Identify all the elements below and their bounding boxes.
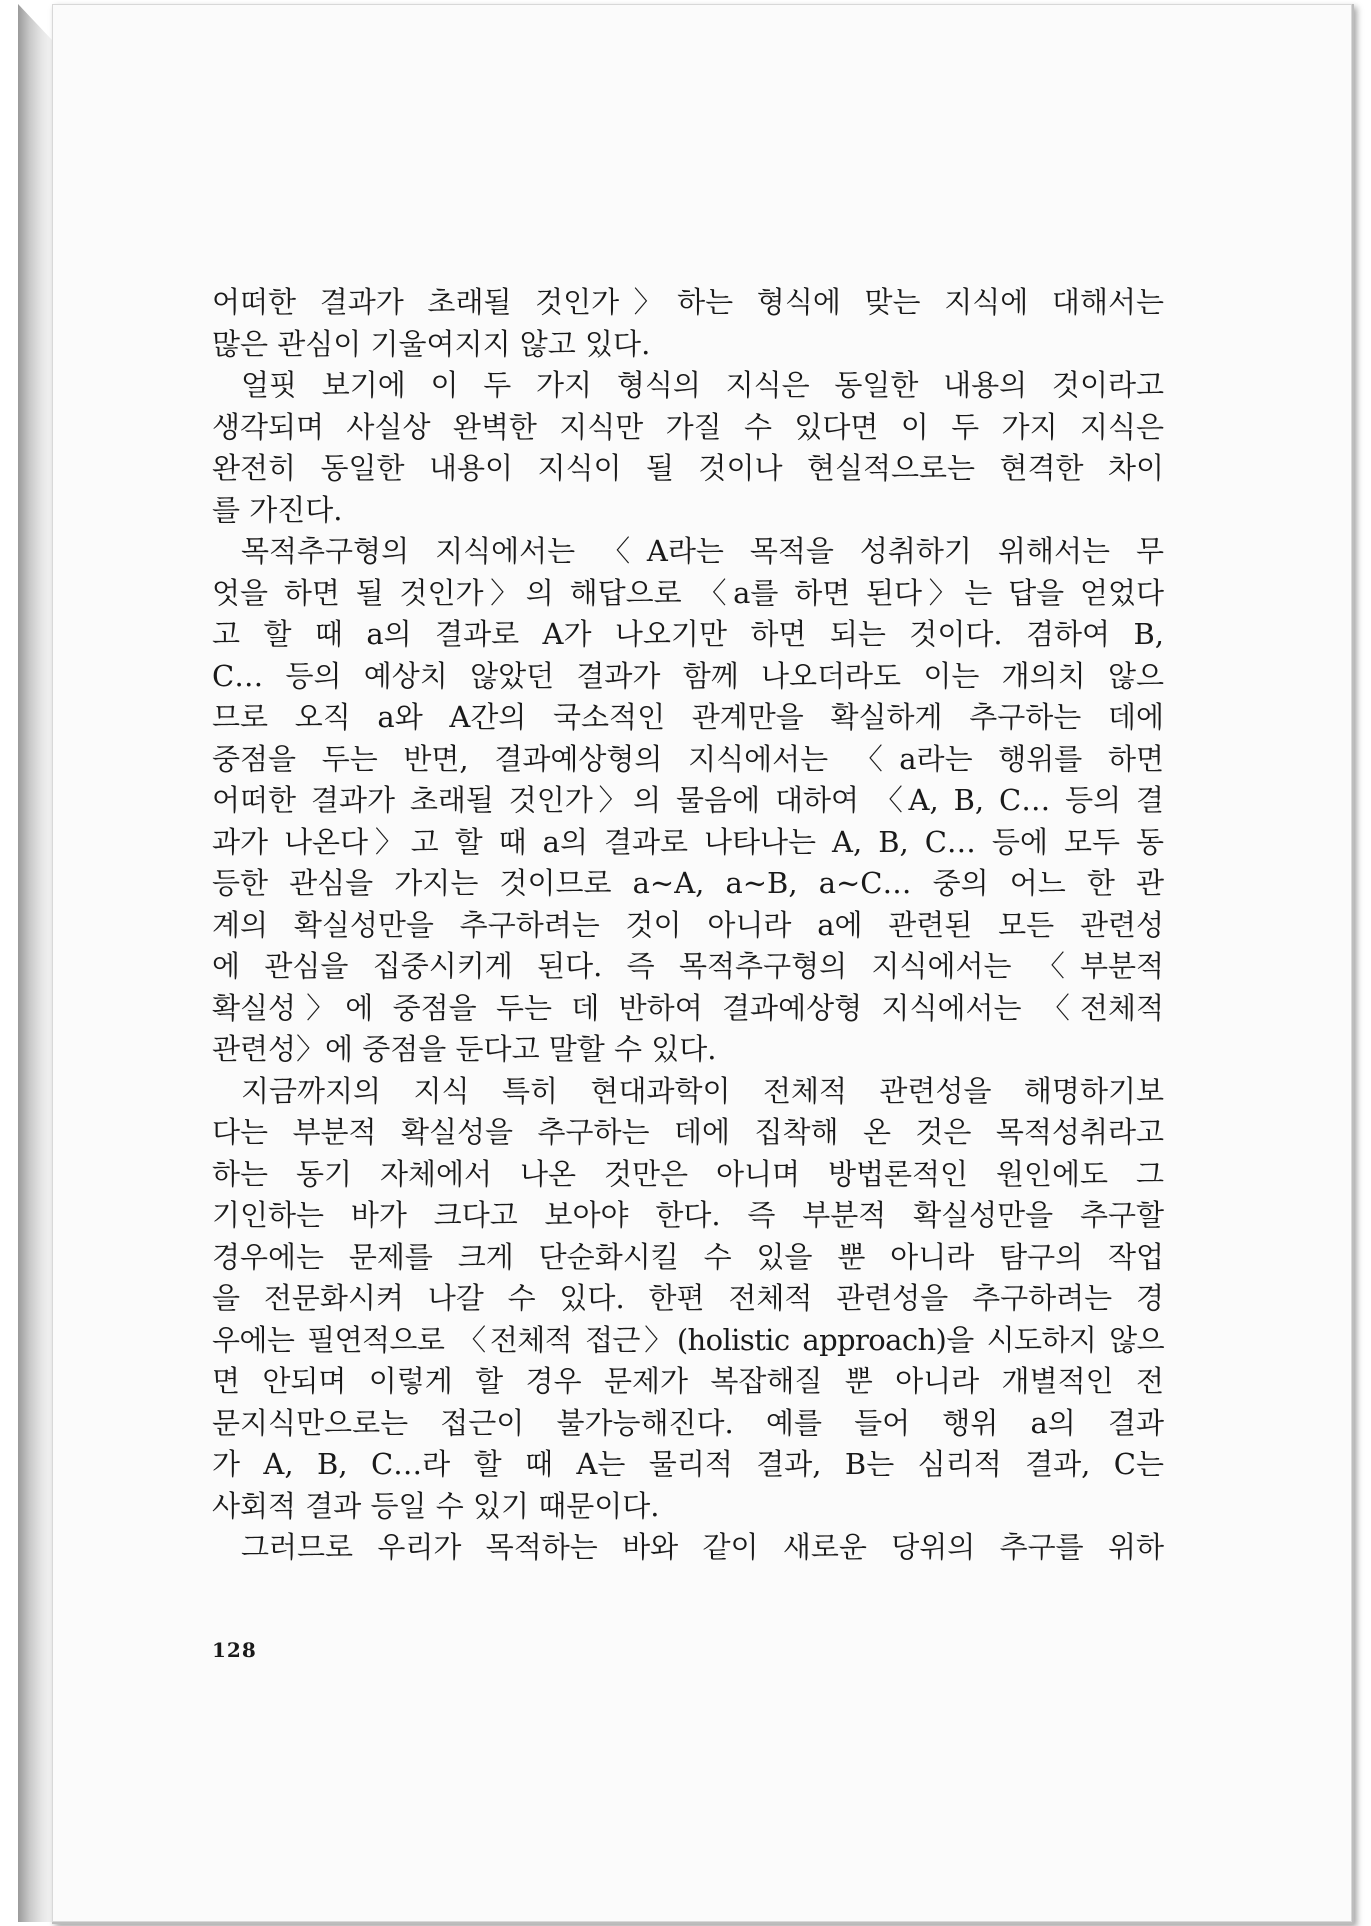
text-line: 어떠한 결과가 초래될 것인가〉의 물음에 대하여 〈A, B, C… 등의 결: [212, 783, 1164, 817]
text-line: 를 가진다.: [212, 492, 343, 527]
text-line: 많은 관심이 기울여지지 않고 있다.: [212, 326, 651, 361]
text-line: 지금까지의 지식 특히 현대과학이 전체적 관련성을 해명하기보: [241, 1073, 1164, 1108]
text-line: 확실성〉에 중점을 두는 데 반하여 결과예상형 지식에서는 〈전체적: [212, 990, 1164, 1025]
text-line: 사회적 결과 등일 수 있기 때문이다.: [212, 1488, 660, 1523]
text-line: 다는 부분적 확실성을 추구하는 데에 집착해 온 것은 목적성취라고: [212, 1115, 1164, 1149]
text-line: 그러므로 우리가 목적하는 바와 같이 새로운 당위의 추구를 위하: [241, 1530, 1164, 1564]
text-line: 생각되며 사실상 완벽한 지식만 가질 수 있다면 이 두 가지 지식은: [212, 409, 1164, 444]
text-line: 면 안되며 이렇게 할 경우 문제가 복잡해질 뿐 아니라 개별적인 전: [212, 1364, 1164, 1398]
text-line: 관련성〉에 중점을 둔다고 말할 수 있다.: [212, 1032, 717, 1066]
text-line: 중점을 두는 반면, 결과예상형의 지식에서는 〈a라는 행위를 하면: [212, 741, 1164, 776]
text-line: 엇을 하면 될 것인가〉의 해답으로 〈a를 하면 된다〉는 답을 얻었다: [212, 575, 1164, 610]
text-line: 계의 확실성만을 추구하려는 것이 아니라 a에 관련된 모든 관련성: [212, 907, 1164, 942]
text-line: 므로 오직 a와 A간의 국소적인 관계만을 확실하게 추구하는 데에: [212, 700, 1164, 734]
body-text: [212, 282, 1164, 1569]
text-line: 과가 나온다〉고 할 때 a의 결과로 나타나는 A, B, C… 등에 모두 동: [212, 824, 1164, 859]
text-line: C… 등의 예상치 않았던 결과가 함께 나오더라도 이는 개의치 않으: [212, 658, 1164, 693]
text-line: 문지식만으로는 접근이 불가능해진다. 예를 들어 행위 a의 결과: [212, 1405, 1164, 1440]
page-number: 128: [212, 1638, 257, 1662]
text-line: 우에는 필연적으로 〈전체적 접근〉(holistic approach)을 시도하지 않으: [212, 1322, 1164, 1357]
text-line: 완전히 동일한 내용이 지식이 될 것이나 현실적으로는 현격한 차이: [212, 451, 1164, 485]
text-line: 얼핏 보기에 이 두 가지 형식의 지식은 동일한 내용의 것이라고: [241, 368, 1164, 402]
text-line: 목적추구형의 지식에서는 〈A라는 목적을 성취하기 위해서는 무: [241, 534, 1164, 568]
text-line: 하는 동기 자체에서 나온 것만은 아니며 방법론적인 원인에도 그: [212, 1156, 1164, 1191]
text-line: 어떠한 결과가 초래될 것인가〉하는 형식에 맞는 지식에 대해서는: [212, 285, 1164, 319]
text-line: 기인하는 바가 크다고 보아야 한다. 즉 부분적 확실성만을 추구할: [212, 1198, 1164, 1232]
text-line: 가 A, B, C…라 할 때 A는 물리적 결과, B는 심리적 결과, C는: [212, 1447, 1164, 1481]
page-stack-edge: [18, 4, 52, 1922]
text-line: 고 할 때 a의 결과로 A가 나오기만 하면 되는 것이다. 겸하여 B,: [212, 617, 1164, 651]
text-line: 등한 관심을 가지는 것이므로 a∼A, a∼B, a∼C… 중의 어느 한 관: [212, 866, 1164, 900]
text-line: 에 관심을 집중시키게 된다. 즉 목적추구형의 지식에서는 〈부분적: [212, 949, 1164, 983]
text-line: 경우에는 문제를 크게 단순화시킬 수 있을 뿐 아니라 탐구의 작업: [212, 1239, 1164, 1274]
text-line: 을 전문화시켜 나갈 수 있다. 한편 전체적 관련성을 추구하려는 경: [212, 1281, 1164, 1315]
